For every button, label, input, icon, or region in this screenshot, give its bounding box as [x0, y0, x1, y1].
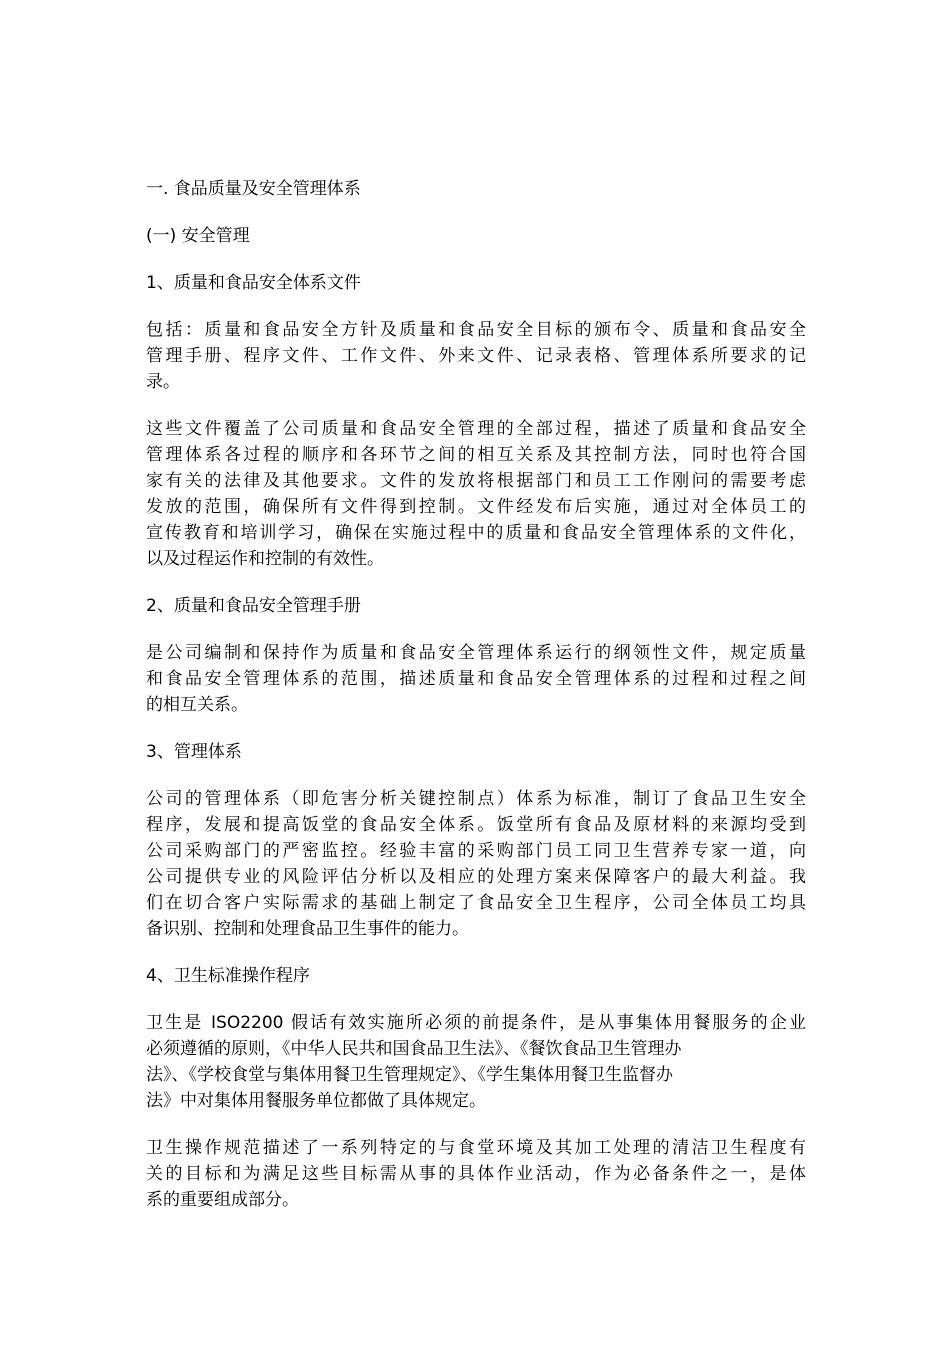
paragraph-line: 们在切合客户实际需求的基础上制定了食品安全卫生程序，公司全体员工均具: [146, 893, 806, 913]
paragraph: [146, 640, 806, 718]
document-page: [146, 176, 806, 1234]
subsection-title: (一) 安全管理: [146, 226, 250, 246]
paragraph-line: 系的重要组成部分。: [146, 1190, 299, 1210]
section-title: 一. 食品质量及安全管理体系: [146, 179, 361, 199]
paragraph-line: 公司采购部门的严密监控。经验丰富的采购部门员工同卫生营养专家一道，向: [146, 841, 806, 861]
paragraph: [146, 416, 806, 572]
paragraph-line: 是公司编制和保持作为质量和食品安全管理体系运行的纲领性文件，规定质量: [146, 643, 806, 663]
paragraph-line: 管理体系各过程的顺序和各环节之间的相互关系及其控制方法，同时也符合国: [146, 445, 806, 465]
item-heading-1: 1、质量和食品安全体系文件: [146, 273, 361, 293]
paragraph-line: 家有关的法律及其他要求。文件的发放将根据部门和员工工作刚问的需要考虑: [146, 471, 806, 491]
paragraph: [146, 317, 806, 395]
item-heading-2: 2、质量和食品安全管理手册: [146, 596, 361, 616]
paragraph-line: 必须遵循的原则，《中华人民共和国食品卫生法》、《餐饮食品卫生管理办: [146, 1039, 682, 1059]
paragraph: [146, 786, 806, 942]
paragraph-line: 公司提供专业的风险评估分析以及相应的处理方案来保障客户的最大利益。我: [146, 867, 806, 887]
paragraph-line: 管理手册、程序文件、工作文件、外来文件、记录表格、管理体系所要求的记: [146, 346, 806, 366]
paragraph-line: 包括：质量和食品安全方针及质量和食品安全目标的颁布令、质量和食品安全: [146, 320, 806, 340]
item-heading-3: 3、管理体系: [146, 742, 242, 762]
paragraph: [146, 1135, 806, 1213]
paragraph-line: 的相互关系。: [146, 695, 248, 715]
paragraph-line: 这些文件覆盖了公司质量和食品安全管理的全部过程，描述了质量和食品安全: [146, 419, 806, 439]
paragraph-line: 备识别、控制和处理食品卫生事件的能力。: [146, 919, 469, 939]
paragraph: [146, 1010, 806, 1114]
paragraph-line: 关的目标和为满足这些目标需从事的具体作业活动，作为必备条件之一，是体: [146, 1164, 806, 1184]
paragraph-line: 发放的范围，确保所有文件得到控制。文件经发布后实施，通过对全体员工的: [146, 497, 806, 517]
paragraph-line: 法》、《学校食堂与集体用餐卫生管理规定》、《学生集体用餐卫生监督办: [146, 1065, 673, 1085]
item-heading-4: 4、卫生标准操作程序: [146, 966, 310, 986]
paragraph-line: 卫生是 ISO2200 假话有效实施所必须的前提条件，是从事集体用餐服务的企业: [146, 1013, 806, 1033]
paragraph-line: 法》中对集体用餐服务单位都做了具体规定。: [146, 1091, 486, 1111]
paragraph-line: 卫生操作规范描述了一系列特定的与食堂环境及其加工处理的清洁卫生程度有: [146, 1138, 806, 1158]
paragraph-line: 公司的管理体系（即危害分析关键控制点）体系为标准，制订了食品卫生安全: [146, 789, 806, 809]
paragraph-line: 以及过程运作和控制的有效性。: [146, 549, 384, 569]
paragraph-line: 宣传教育和培训学习，确保在实施过程中的质量和食品安全管理体系的文件化，: [146, 523, 806, 543]
paragraph-line: 程序，发展和提高饭堂的食品安全体系。饭堂所有食品及原材料的来源均受到: [146, 815, 806, 835]
paragraph-line: 和食品安全管理体系的范围，描述质量和食品安全管理体系的过程和过程之间: [146, 669, 806, 689]
paragraph-line: 录。: [146, 372, 180, 392]
